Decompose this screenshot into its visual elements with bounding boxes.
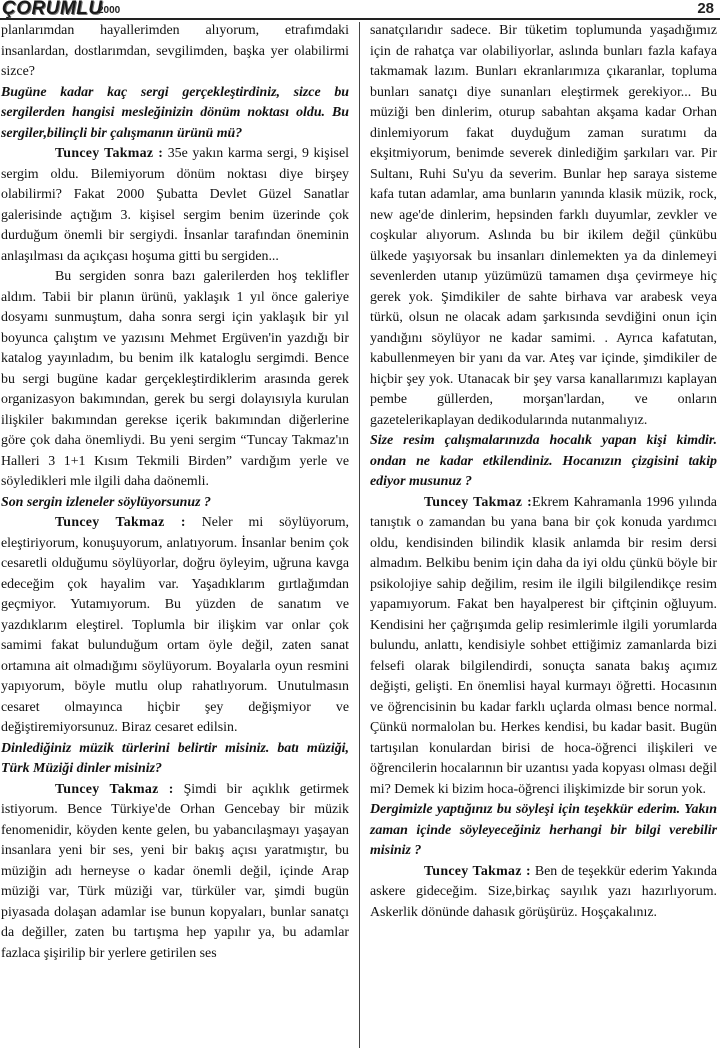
interview-answer: [1, 144, 349, 267]
left-column: [1, 21, 349, 964]
interview-answer: [370, 862, 717, 924]
answer-text: 35e yakın karma sergi, 9 kişisel sergim oldu. Bilemiyorum dönüm noktası diye birşey olabilirmi? Fakat 2000 Şubatta Devlet Güzel Sanatlar galerisinde açtığım 3. kişisel sergim benim üzerinde çok durduğum önemli bir sergiydi. İnsanlar tarafından öneminin anlaşılması da açıkçası hoşuma gitti bu sergiden...: [1, 146, 349, 264]
interview-question: Bugüne kadar kaç sergi gerçekleştirdiniz, sizce bu sergilerden hangisi mesleğinizin dönüm noktası oldu. Bu sergiler,bilinçli bir çalışmanın ürünü mü?: [1, 84, 349, 141]
header-rule: [0, 18, 720, 20]
answer-paragraph: Bu sergiden sonra bazı galerilerden hoş teklifler aldım. Tabii bir planın ürünü, yaklaşık 1 yıl önce galeriye dosyamı sunmuştum, daha sonra sergi için yaklaşık bir yıl boyunca çalıştım ve yazısını Mehmet Ergüven'in yazdığı bir katalog yayınladım, bu benim ilk kataloglu sergimdi. Bence bu sergi bugüne kadar gerçekleştirdiklerim arasında gerek organizasyon bakımından, gerek bu sergi dolayısıyla kurulan ilişkiler bakımından gerekse içerik bakımından diğerlerine göre çok daha önemliydi. Bu yeni sergim “Tuncay Takmaz'ın Halleri 3 1+1 Kısım Tekmili Birden” vardığım yerle ve söyledikleri mle ilgili daha daönemli.: [1, 269, 349, 489]
interview-question: Dergimizle yaptığınız bu söyleşi için teşekkür ederim. Yakın zaman içinde söyleyeceğiniz herhangi bir bilgi verebilir misiniz ?: [370, 802, 717, 858]
speaker-name: Tuncey Takmaz :: [55, 146, 164, 161]
speaker-name: Tuncey Takmaz :: [424, 863, 531, 879]
column-divider: [359, 22, 360, 1048]
issue-year: 2000: [98, 5, 121, 16]
interview-answer: [1, 513, 349, 739]
continued-paragraph: sanatçılarıdır sadece. Bir tüketim toplumunda yaşadığımız için de rahatça var olabiliyorlar, aslında bunları fazla kafaya takmamak lazım. Bunları ekranlarımıza çıkaranlar, topluma bunları sanatçı diye sunanları eleştirmek gerekiyor... Bu müziği ben dinlerim, oturup sabahtan akşama kadar Orhan dinlemiyorum fakat duyduğum zaman suratımı da ekşitmiyorum, benimde severek dinlediğim şarkıları var. Pir Sultanı, Ruhi Su'yu da severim. Bunlar hep saraya sisteme kafa tutan adamlar, ama bunların yanında klasik müzik, rock, new age'de dinlerim, hepsinden farklı duyumlar, zevkler ve coşkular alıyorum. Aslında bu bir ikilem değil çünkübu ülkede yaşıyorsak bu insanları dinlemekten ya da dinlemeyi sevenlerden utanıp yüzümüzü tamamen dışa çevirmeye hiç gerek yok. Şimdikiler de sahte birhava var arabesk veya türkü, olsun ne olacak adam şarkısında sevdiğini onun için yandığını söylüyor ne kadar samimi. . Ayrıca kafatutan, kabullenmeyen bir yanı da var. Ateş var içinde, şimdikiler de hiçbir şey yok. Utanacak bir şey varsa kanallarımızı kaplayan pembe güllerden, morşan'lardan, ve onların gazetelerikaplayan dedikodularında nutanmalıyız.: [370, 23, 717, 428]
interview-question: Size resim çalışmalarınızda hocalık yapan kişi kimdir. ondan ne kadar etkilendiniz. Hocanızın çizgisini takip ediyor musunuz ?: [370, 433, 717, 489]
answer-text: Şimdi bir açıklık getirmek istiyorum. Bence Türkiye'de Orhan Gencebay bir müzik fenomenidir, köyden kente gelen, bu yabancılaşmayı yaşayan insanlara yeni bir ses, yeni bir bakış açısı yaratmıştır, bu müziğin adı herneyse o kadar önemli değil, içinde Arap müziği var, Türk müziği var, türküler var, şimdi bugün piyasada dolaşan adamlar ise bunun kopyaları, bunlar sanatçı da değiller, zaten bu tartışma hep yapılır ya, bu adamlar fazlaca şişirilip bir yerlere getirilen ses: [1, 781, 349, 961]
answer-text: Ekrem Kahramanla 1996 yılında tanıştık o zamandan bu yana bana bir çok konuda yardımcı oldu, kendisinden bilindik klasik anlamda bir resim dersi almadım. Belkibu benim için daha da iyi oldu çünkü böyle bir psikolojiye sahip değilim, resim ile ilgili bilgilendikçe resim yapamıyorum. Fakat ben hayalperest bir çiftçinin oğluyum. Kendisini her çağrışımda gelip resimlerimle ilgili yorumlarda bulundu, anlattı, kendisiyle sohbet ettiğimiz zamanlarda bizi felsefi olarak bilgilendirdi, sonuçta sanata bakış açımız değişti, gelişti. En önemlisi hayal kurmayı öğretti. Hocasının ve öğrencisinin bu kadar farklı uçlarda olması bence normal. Çünkü normalolan bu. Herkes kendisi, bu kadar basit. Bugün tartışılan konulardan birisi de hoca-öğrenci ilişkileri ve öğrencilerin hocalarının bir uzantısı yada kopyası olması değil mi? Demek ki bizim hoca-öğrenci ilişkimizde bir sorun yok.: [370, 494, 717, 797]
magazine-logo: ÇORUMLU: [2, 0, 103, 19]
interview-question: Dinlediğiniz müzik türlerini belirtir misiniz. batı müziği, Türk Müziği dinler misiniz?: [1, 740, 349, 776]
right-column: [370, 21, 717, 923]
speaker-name: Tuncey Takmaz :: [55, 515, 186, 530]
continued-paragraph: planlarımdan hayallerimden alıyorum, etrafımdaki insanlardan, dostlarımdan, sevgilimden, başka yer olabilirmi sizce?: [1, 23, 349, 79]
interview-answer: [1, 780, 349, 965]
interview-answer: [370, 493, 717, 801]
speaker-name: Tuncey Takmaz :: [55, 781, 174, 797]
speaker-name: Tuncey Takmaz :: [424, 494, 533, 510]
page-number: 28: [697, 0, 714, 17]
interview-question: Son sergin izleneler söylüyorsunuz ?: [1, 494, 211, 510]
answer-text: Neler mi söylüyorum, eleştiriyorum, konuşuyorum, anlatıyorum. İnsanlar benim çok cesaretli olduğumu söylüyorlar, doğru öyleyim, uğruna kavga edeceğim çok hayalim var. Yaşadıklarım gırtlağımdan geçmiyor. Yutamıyorum. Bu yüzden de sanatım ve yazdıklarım eleştirel. Toplumla bir ilişkim var onlar çok samimi fakat bulunduğum ortam öyle değil, zaten sanat ortamına ait olmadığımı söylüyorum. Boyalarla oyun resmini yapıyorum, böyle mutlu olup rahatlıyorum. Unutulmasın cesaret olmayınca hiçbir şey değişmiyor ve değiştiremiyorsunuz. Biraz cesaret edilsin.: [1, 515, 349, 735]
answer-text: Ben de teşekkür ederim Yakında askere gideceğim. Size,birkaç sayılık yazı hazırlıyorum. Askerlik dönünde dahasık görüşürüz. Hoşçakalınız.: [370, 863, 717, 920]
